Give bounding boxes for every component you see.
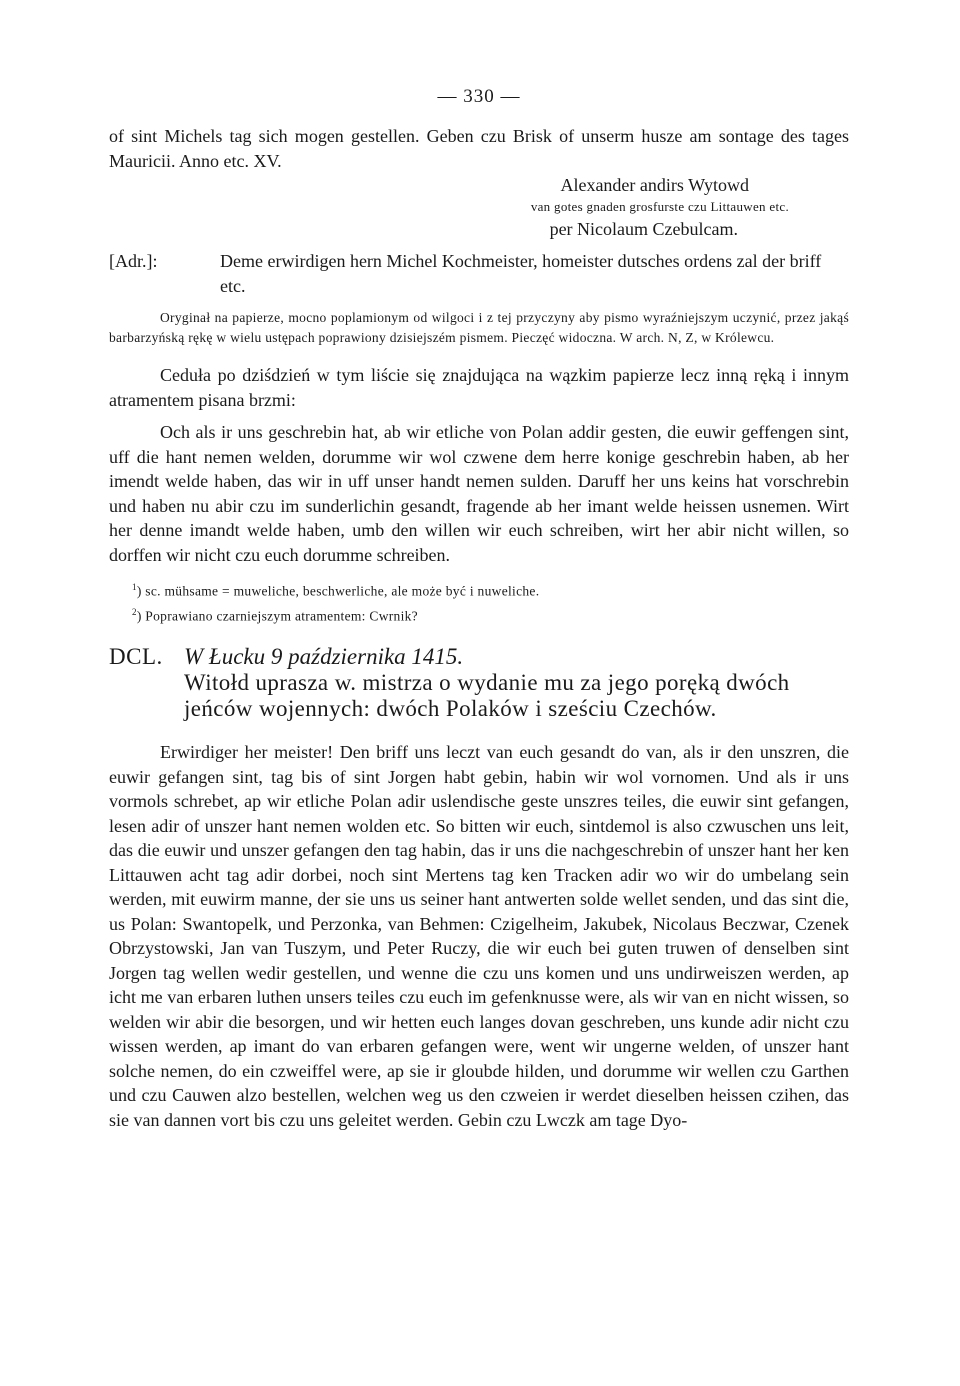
- footnote-1-mark: 1: [132, 582, 137, 592]
- document-body: Erwirdiger her meister! Den briff uns leczt van euch gesandt do van, als ir den unszren, die euwir gefangen sint, tag bis of sint Jorgen habt gebin, habin wir wol vornomen. Und als ir uns vormols schrebet, ap wir etliche Polan adir uslendische geste unszres teiles, die euwir sint gefangen, lesen adir of unszer hant nemen wolden etc. So bitten wir euch, sintdemol is also czwuschen uns leit, das die euwir und unszer gefangen den tag habin, das ir uns die nachgeschrebin of unszer hant her ken Littauwen acht tag adir dorbei, noch sint Mertens tag ken Tracken adir wo wir do umbelang sein werden, mit euwirm manne, der sie uns us seiner hant antwerten solde wellet senden, und das sint die, us Polan: Swantopelk, und Perzonka, van Behmen: Czigelheim, Jakubek, Nicolaus Beczwar, Czenek Obrzystowski, Jan van Tuszym, und Peter Ruczy, die wir euch bei guten truwen of denselben sint Jorgen tag wellen wedir gestellen, und wenne die czu uns komen und uns undirweiszen werden, ap icht me van erbaren luthen unsers teiles czu euch im gefenknusse were, als wir van en nicht wissen, so welden wir abir die besorgen, und wir hetten euch langes dovan geschreben, uns kunde adir nicht czu wissen werden, ap imant do van erbaren gefangen were, went wir ungerne welden, of unszer hant solche nemen, do ein czweiffel were, ap sie ir gloubde hilden, und dorumme wir wellen czu Garthen und czu Cauwen alzo bestellen, welchen weg us den czweien ir werdet dieselben heissen czihen, das sie van dannen vort bis czu uns geleitet werden. Gebin czu Lwczk am tage Dyo-: [109, 742, 849, 1130]
- document-heading: [109, 644, 849, 722]
- address-block: [109, 249, 849, 299]
- document-number: DCL.: [109, 644, 163, 669]
- footnote-1: $^1$) sc. mühsame = muweliche, beschwerliche, ale może być i nuweliche.: [132, 582, 540, 599]
- cedula-text: Och als ir uns geschrebin hat, ab wir etliche von Polan addir gesten, die euwir geffengen sint, uff die hant nemen welden, dorumme wir wol czwene dem herre konige geschrebin haben, ab her imendt welde haben, das wir in uff unser handt nemen sulden. Daruff her uns keins hat vorschrebin und haben nu abir czu im sunderlichin gesandt, fragende ab her imant welde heissen usnemen. Wirt her denne imandt welde haben, umb den willen wir euch schreiben, wirt her abir nicht willen, so dorffen wir nicht czu euch dorumme schreiben.: [109, 422, 849, 565]
- address-text: Deme erwirdigen hern Michel Kochmeister, homeister dutsches ordens zal der briff etc.: [220, 251, 822, 296]
- signature-per: per Nicolaum Czebulcam.: [549, 219, 738, 239]
- signature-name: Alexander andirs Wytowd: [560, 175, 749, 195]
- footnote-2-text: Poprawiano czarniejszym atramentem: Cwrnik?: [145, 608, 418, 623]
- document-summary: Witołd uprasza w. mistrza o wydanie mu za jego poręką dwóch jeńców wojennych: dwóch Polaków i sześciu Czechów.: [184, 670, 790, 721]
- footnote-1-text: sc. mühsame = muweliche, beschwerliche, ale może być i nuweliche.: [145, 583, 540, 599]
- document-place-date: W Łucku 9 października 1415.: [184, 644, 464, 669]
- address-label: [Adr.]:: [109, 251, 158, 271]
- footnote-2-mark: 2: [132, 606, 137, 617]
- book-page: [109, 84, 849, 1132]
- signature-title: van gotes gnaden grosfurste czu Littauwen etc.: [530, 199, 789, 214]
- editorial-note: [109, 308, 849, 347]
- footnote-2: $^2$) Poprawiano czarniejszym atramentem: Cwrnik?: [132, 606, 418, 623]
- page-number: — 330 —: [437, 86, 521, 107]
- letter-closing-text: of sint Michels tag sich mogen gestellen. Geben czu Brisk of unserm husze am sontage des tages Mauricii. Anno etc. XV.: [109, 126, 849, 171]
- editorial-note-text: Oryginał na papierze, mocno poplamionym od wilgoci i z tej przyczyny aby pismo wyraźniejszym uczynić, przez jakąś barbarzyńską rękę w wielu ustępach poprawiony dzisiejszém pismem. Pieczęć widoczna. W arch. N, Z, w Królewcu.: [109, 310, 849, 345]
- document-title: [184, 644, 849, 722]
- cedula-intro: Ceduła po dziśdzień w tym liście się znajdująca na wązkim papierze lecz inną ręką i innym atramentem pisana brzmi:: [109, 365, 849, 410]
- footnotes: [109, 577, 849, 626]
